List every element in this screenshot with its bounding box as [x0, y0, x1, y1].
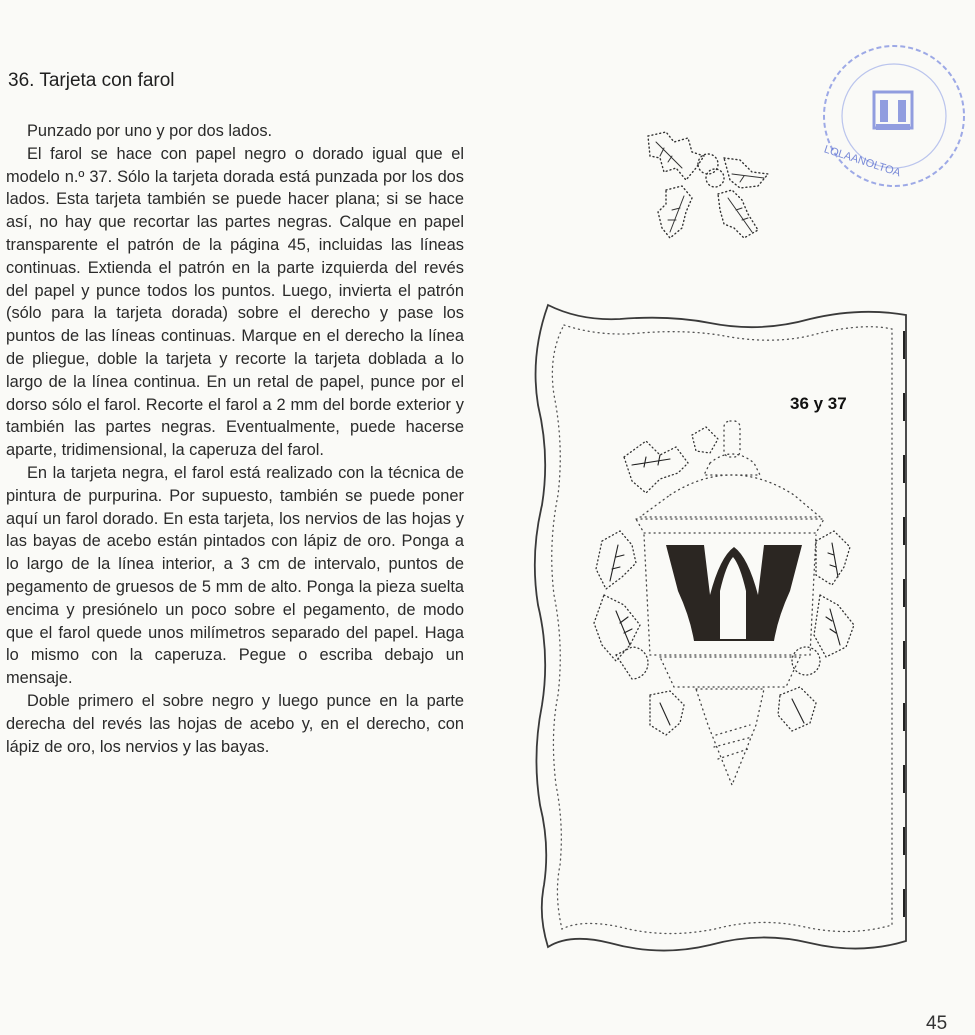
paragraph: Doble primero el sobre negro y luego punce en la parte derecha del revés las hojas de acebo y, en el derecho, con lápiz de oro, los nervios y las bayas.: [6, 691, 464, 756]
page-number: 45: [926, 1013, 948, 1034]
instruction-text: [6, 120, 464, 758]
holly-sprig-icon: [636, 128, 786, 248]
paragraph: Punzado por uno y por dos lados.: [27, 122, 273, 140]
stamp-text: LOLAANOLTOA: [822, 143, 903, 180]
paragraph: En la tarjeta negra, el farol está realizado con la técnica de pintura de purpurina. Por supuesto, también se puede poner aquí un farol dorado. En esta tarjeta, los nervios de las hojas y las bayas de acebo están pintados con lápiz de oro. Ponga a lo largo de la línea interior, a 3 cm de intervalo, puntos de pegamento de gruesos de 5 mm de alto. Ponga la pieza suelta encima y presiónelo un poco sobre el pegamento, de modo que el farol quede unos milímetros separado del papel. Haga lo mismo con la caperuza. Pegue o escriba debajo un mensaje.: [6, 463, 464, 688]
lantern-pattern: [520, 295, 920, 975]
section-title: 36. Tarjeta con farol: [8, 70, 175, 91]
library-stamp: [818, 40, 970, 192]
pattern-label: 36 y 37: [790, 394, 847, 413]
paragraph: El farol se hace con papel negro o dorado igual que el modelo n.º 37. Sólo la tarjeta dorada está punzada por los dos lados. Esta tarjeta también se puede hacer plana; si se hace así, no hay que recortar las partes negras. Calque en papel transparente el patrón de la página 45, incluidas las líneas continuas. Extienda el patrón en la parte izquierda del revés del papel y punce todos los puntos. Luego, invierta el patrón (sólo para la tarjeta dorada) sobre el derecho y pase los puntos de las líneas continuas. Marque en el derecho la línea de pliegue, doble la tarjeta y recorte la tarjeta doblada a lo largo de la línea continua. En un retal de papel, punce por el dorso sólo el farol. Recorte el farol a 2 mm del borde exterior y también las partes negras. Eventualmente, puede hacerse aparte, tridimensional, la caperuza del farol.: [6, 144, 464, 460]
